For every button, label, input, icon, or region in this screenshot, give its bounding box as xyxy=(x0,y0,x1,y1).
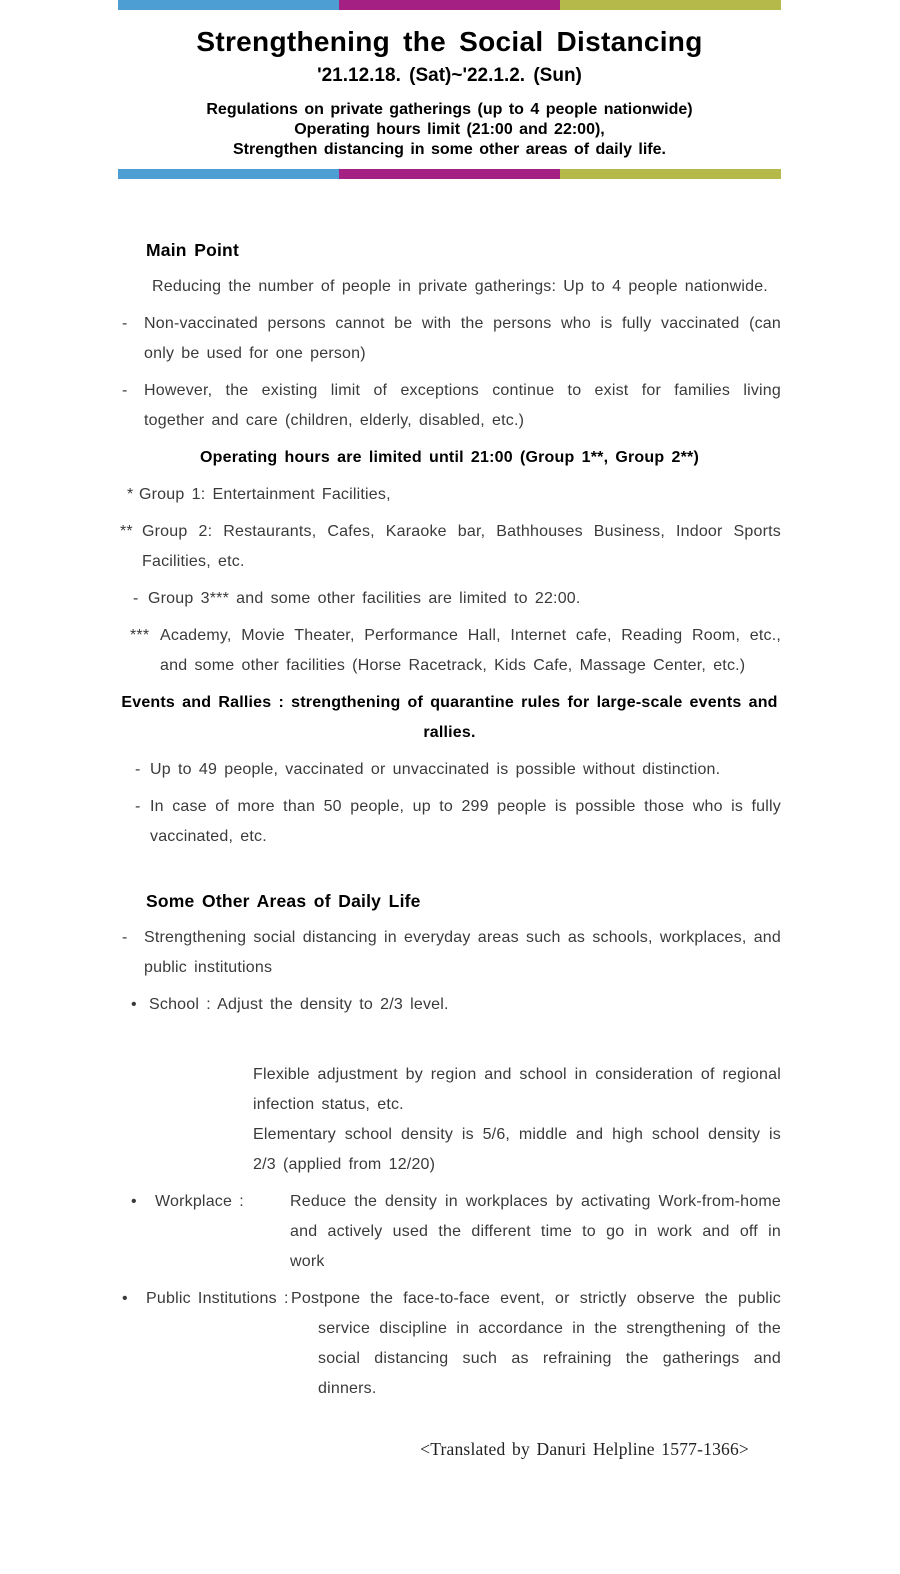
bar-segment-blue xyxy=(118,0,339,10)
footnote-item xyxy=(120,517,781,577)
dash-item-text: However, the existing limit of exceptions continue to exist for families living together and care (children, elderly, disabled, etc.) xyxy=(144,382,781,429)
bullet-item-label: Workplace : xyxy=(155,1193,244,1210)
asterisk-marker: * xyxy=(127,486,134,503)
bar-segment-magenta xyxy=(339,169,560,179)
bullet-item-school xyxy=(131,990,781,1020)
dash-item xyxy=(122,376,781,436)
events-rallies-heading: Events and Rallies : strengthening of quarantine rules for large-scale events and rallies. xyxy=(121,694,778,741)
asterisk-marker: ** xyxy=(120,523,133,540)
bullet-item-text: Reduce the density in workplaces by activating Work-from-home and actively used the different time to go in work and off in work xyxy=(290,1193,781,1270)
header-bar-top xyxy=(118,0,781,10)
school-detail-paragraph: Elementary school density is 5/6, middle and high school density is 2/3 (applied from 12/20) xyxy=(253,1126,781,1173)
header-subtitle-line: Regulations on private gatherings (up to 4 people nationwide) xyxy=(206,101,693,118)
document-header xyxy=(118,0,781,179)
operating-hours-heading: Operating hours are limited until 21:00 (Group 1**, Group 2**) xyxy=(200,449,699,466)
footnote-item xyxy=(127,480,781,510)
section-heading-daily-life: Some Other Areas of Daily Life xyxy=(146,891,421,911)
header-bar-bottom xyxy=(118,169,781,179)
bullet-marker: • xyxy=(131,996,137,1013)
dash-item-text: Non-vaccinated persons cannot be with the persons who is fully vaccinated (can only be used for one person) xyxy=(144,315,781,362)
bullet-item-label: Public Institutions : xyxy=(146,1290,289,1307)
section-heading-main-point: Main Point xyxy=(146,240,239,260)
bullet-marker: • xyxy=(122,1290,128,1307)
bullet-marker: • xyxy=(131,1193,137,1210)
dash-item-text: In case of more than 50 people, up to 299 people is possible those who is fully vaccinated, etc. xyxy=(150,798,781,845)
school-detail-paragraph: Flexible adjustment by region and school in consideration of regional infection status, etc. xyxy=(253,1066,781,1113)
bar-segment-blue xyxy=(118,169,339,179)
bullet-item-text: School : Adjust the density to 2/3 level. xyxy=(149,996,449,1013)
lead-paragraph: Reducing the number of people in private gatherings: Up to 4 people nationwide. xyxy=(152,278,768,295)
dash-marker: - xyxy=(122,315,128,332)
dash-item xyxy=(135,755,781,785)
footnote-text: Academy, Movie Theater, Performance Hall, Internet cafe, Reading Room, etc., and some other facilities (Horse Racetrack, Kids Cafe, Massage Center, etc.) xyxy=(160,627,781,674)
bullet-item-text: Postpone the face-to-face event, or strictly observe the public service discipline in accordance in the strengthening of the social distancing such as refraining the gatherings and dinners. xyxy=(291,1290,781,1397)
footnote-text: Group 1: Entertainment Facilities, xyxy=(139,486,391,503)
bar-segment-green xyxy=(560,0,781,10)
dash-marker: - xyxy=(133,590,139,607)
page-title: Strengthening the Social Distancing xyxy=(196,26,703,57)
dash-item-text: Group 3*** and some other facilities are limited to 22:00. xyxy=(148,590,581,607)
dash-item xyxy=(122,923,781,983)
bullet-item-workplace xyxy=(131,1187,781,1277)
school-detail-block xyxy=(253,1060,781,1180)
dash-item xyxy=(133,584,781,614)
header-subtitle-line: Strengthen distancing in some other areas of daily life. xyxy=(233,141,666,158)
dash-marker: - xyxy=(135,761,141,778)
header-subtitle-line: Operating hours limit (21:00 and 22:00), xyxy=(294,121,605,138)
bar-segment-magenta xyxy=(339,0,560,10)
date-range: '21.12.18. (Sat)~'22.1.2. (Sun) xyxy=(317,65,582,86)
asterisk-marker: *** xyxy=(130,627,150,644)
dash-item-text: Up to 49 people, vaccinated or unvaccinated is possible without distinction. xyxy=(150,761,721,778)
bar-segment-green xyxy=(560,169,781,179)
translation-credit: <Translated by Danuri Helpline 1577-1366> xyxy=(420,1439,749,1459)
dash-marker: - xyxy=(135,798,141,815)
dash-marker: - xyxy=(122,382,128,399)
document-body xyxy=(118,235,781,1464)
bullet-item-public-institutions xyxy=(122,1284,781,1404)
document-footer xyxy=(118,1434,781,1464)
dash-item-text: Strengthening social distancing in everyday areas such as schools, workplaces, and public institutions xyxy=(144,929,781,976)
dash-item xyxy=(122,309,781,369)
dash-marker: - xyxy=(122,929,128,946)
footnote-item xyxy=(130,621,781,681)
footnote-text: Group 2: Restaurants, Cafes, Karaoke bar, Bathhouses Business, Indoor Sports Facilities, etc. xyxy=(142,523,781,570)
dash-item xyxy=(135,792,781,852)
